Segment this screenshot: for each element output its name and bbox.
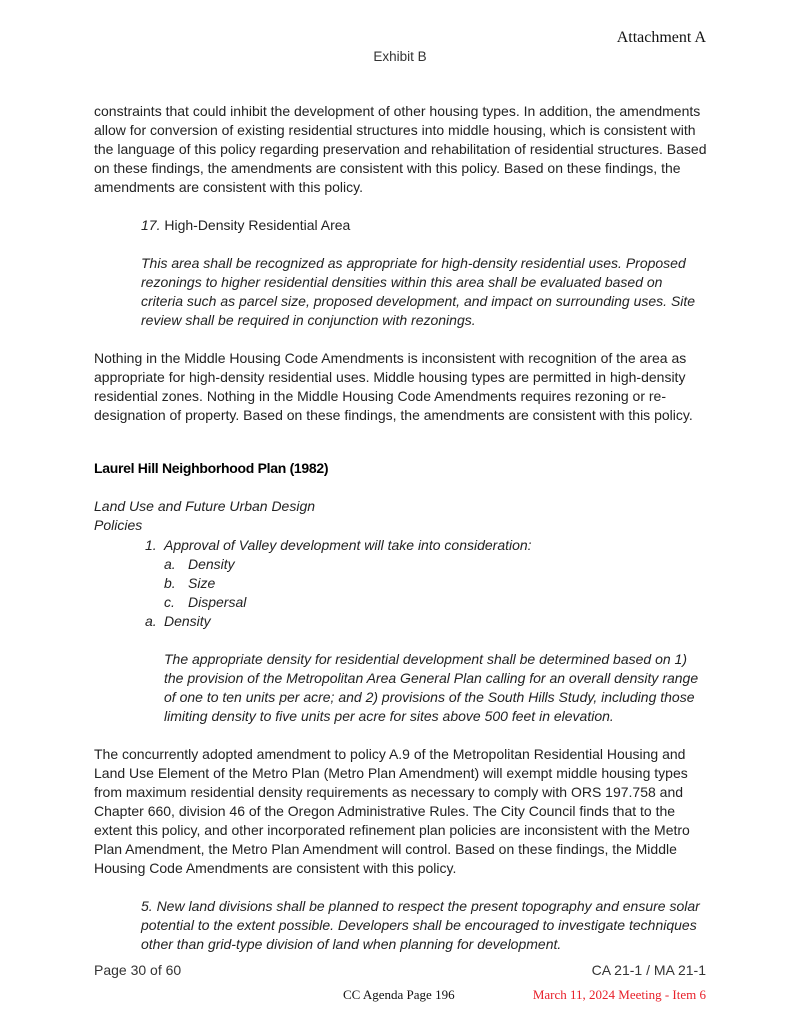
finding-density-text: The concurrently adopted amendment to policy A.9 of the Metropolitan Residential Housing and Land Use Element of the Metro Plan (Metro Plan Amendment) will exempt middle housing types from maximum residential density requirements as necessary to comply with ORS 197.758 and Chapter 660, division 46 of the Oregon Administrative Rules. The City Council finds that to the extent this policy, and other incorporated refinement plan policies are inconsistent with the Metro Plan Amendment, the Metro Plan Amendment will control. Based on these findings, the Middle Housing Code Amendments are consistent with this policy. [94, 746, 690, 876]
list-item: Dispersal [188, 594, 247, 610]
policy-17-title-text: High-Density Residential Area [160, 217, 351, 233]
finding-density [94, 745, 708, 878]
finding-17-text: Nothing in the Middle Housing Code Amendments is inconsistent with recognition of the area as appropriate for high-density residential uses. Middle housing types are permitted in high-density residential zones. Nothing in the Middle Housing Code Amendments requires rezoning or re-designation of property. Based on these findings, the amendments are consistent with this policy. [94, 350, 693, 423]
case-number: CA 21-1 / MA 21-1 [591, 962, 706, 978]
meeting-label: March 11, 2024 Meeting - Item 6 [532, 987, 706, 1002]
intro-paragraph-text: constraints that could inhibit the development of other housing types. In addition, the amendments allow for conversion of existing residential structures into middle housing, which is consistent with the language of this policy regarding preservation and rehabilitation of residential structures. Based on these findings, the amendments are consistent with this policy. Based on these findings, the amendments are consistent with this policy. [94, 103, 707, 195]
policy-17-title [141, 216, 711, 235]
list-item: Density [188, 556, 235, 572]
policies-label: Policies [94, 517, 143, 533]
list-item: Size [188, 575, 216, 591]
intro-paragraph [94, 102, 708, 197]
attachment-label: Attachment A [616, 29, 706, 46]
policy-1-text: Approval of Valley development will take into consideration: [164, 537, 532, 553]
policy-17-number: 17. [141, 217, 161, 233]
list-item-marker: b. [164, 575, 176, 591]
page-number: Page 30 of 60 [94, 962, 182, 978]
section-heading: Laurel Hill Neighborhood Plan (1982) [94, 460, 329, 476]
policy-5-text: 5. New land divisions shall be planned to respect the present topography and ensure solar potential to the extent possible. Developers shall be encouraged to investigate techniques other than grid-type division of land when planning for development. [141, 898, 700, 952]
density-marker: a. [145, 613, 157, 629]
finding-17 [94, 349, 708, 425]
density-text: The appropriate density for residential development shall be determined based on 1) the provision of the Metropolitan Area General Plan calling for an overall density range of one to ten units per acre; and 2) provisions of the South Hills Study, including those limiting density to five units per acre for sites above 500 feet in elevation. [164, 651, 699, 724]
density-label: Density [164, 613, 211, 629]
list-item-marker: c. [164, 594, 175, 610]
subsection-title: Land Use and Future Urban Design [94, 498, 316, 514]
policy-17-text: This area shall be recognized as appropriate for high-density residential uses. Proposed rezonings to higher residential densities within this area shall be evaluated based on criteria such as parcel size, proposed development, and impact on surrounding uses. Site review shall be required in conjunction with rezonings. [141, 255, 696, 328]
exhibit-label: Exhibit B [373, 49, 427, 64]
agenda-page: CC Agenda Page 196 [343, 987, 455, 1002]
policy-1-number: 1. [145, 537, 157, 553]
list-item-marker: a. [164, 556, 176, 572]
